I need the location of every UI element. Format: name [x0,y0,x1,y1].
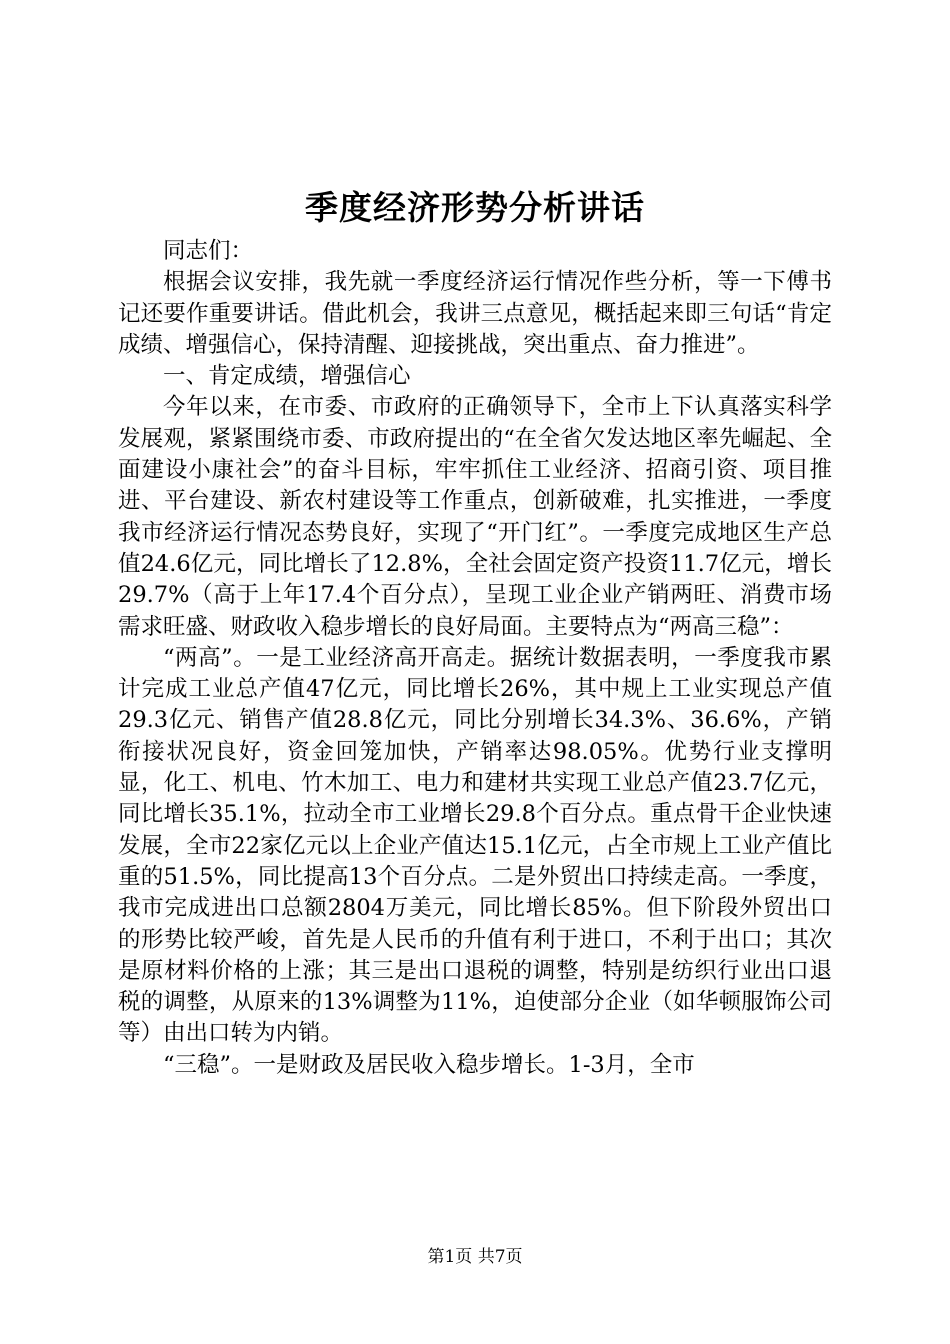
two-highs-paragraph: “两高”。一是工业经济高开高走。据统计数据表明，一季度我市累计完成工业总产值47亿元，同比增长26%，其中规上工业实现总产值29.3亿元、销售产值28.8亿元，同比分别增长34.3%、36.6%，产销衔接状况良好，资金回笼加快，产销率达98.05%。优势行业支撑明显，化工、机电、竹木加工、电力和建材共实现工业总产值23.7亿元，同比增长35.1%，拉动全市工业增长29.8个百分点。重点骨干企业快速发展，全市22家亿元以上企业产值达15.1亿元，占全市规上工业产值比重的51.5%，同比提高13个百分点。二是外贸出口持续走高。一季度，我市完成进出口总额2804万美元，同比增长85%。但下阶段外贸出口的形势比较严峻，首先是人民币的升值有利于进口，不利于出口；其次是原材料价格的上涨；其三是出口退税的调整，特别是纺织行业出口退税的调整，从原来的13%调整为11%，迫使部分企业（如华顿服饰公司等）由出口转为内销。 [118,644,832,1047]
document-title: 季度经济形势分析讲话 [305,188,645,227]
three-stable-paragraph: “三稳”。一是财政及居民收入稳步增长。1-3月，全市 [163,1051,695,1078]
document-body [118,236,832,1081]
document-page [118,180,832,1081]
overview-paragraph: 今年以来，在市委、市政府的正确领导下，全市上下认真落实科学发展观，紧紧围绕市委、市政府提出的“在全省欠发达地区率先崛起、全面建设小康社会”的奋斗目标，牢牢抓住工业经济、招商引资、项目推进、平台建设、新农村建设等工作重点，创新破难，扎实推进，一季度我市经济运行情况态势良好，实现了“开门红”。一季度完成地区生产总值24.6亿元，同比增长了12.8%，全社会固定资产投资11.7亿元，增长29.7%（高于上年17.4个百分点），呈现工业企业产销两旺、消费市场需求旺盛、财政收入稳步增长的良好局面。主要特点为“两高三稳”： [118,394,832,640]
page-footer: 第1页 共7页 [427,1247,523,1267]
salutation: 同志们： [163,238,254,264]
intro-paragraph: 根据会议安排，我先就一季度经济运行情况作些分析，等一下傅书记还要作重要讲话。借此机会，我讲三点意见，概括起来即三句话“肯定成绩、增强信心，保持清醒、迎接挑战，突出重点、奋力推进”。 [118,269,832,358]
section-heading: 一、肯定成绩，增强信心 [163,363,411,390]
